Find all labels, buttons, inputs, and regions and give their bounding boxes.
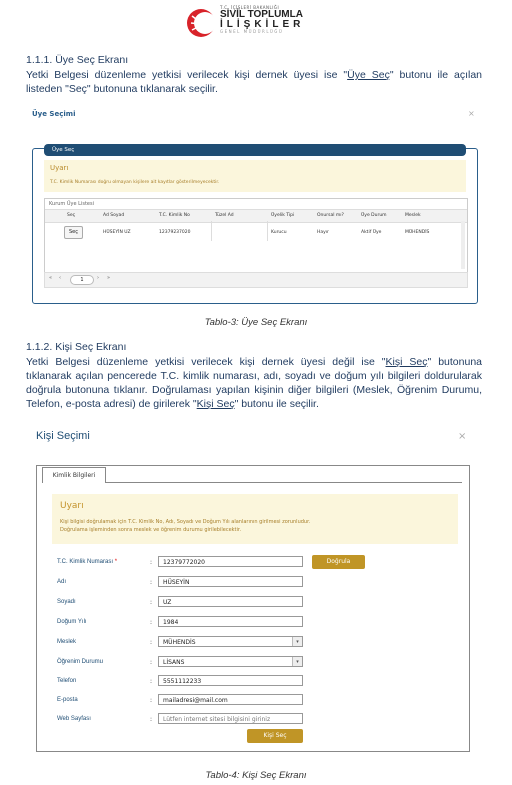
table-scrollbar[interactable] [461, 221, 465, 269]
text: doğrula butonuna tıklanır. Doğrulaması yapılan kişinin diğer bilgileri (Meslek, Öğrenim Durumu, [26, 384, 482, 396]
phone-input[interactable]: 5551112233 [158, 675, 303, 686]
section2-paragraph [26, 355, 482, 411]
dialog-title: Kişi Seçimi [36, 430, 90, 442]
warning-box [52, 494, 458, 544]
select-value: MÜHENDİS [163, 639, 196, 646]
name-input[interactable]: HÜSEYİN [158, 576, 303, 587]
cell-status: Aktif Üye [361, 230, 382, 235]
cell-honorary: Hayır [317, 230, 329, 235]
field-label: Soyadı [57, 599, 76, 605]
cell-tc: 12379237020 [159, 230, 191, 235]
cell-type: Kurucu [271, 230, 287, 235]
colon: : [150, 619, 153, 626]
verify-button[interactable]: Doğrula [312, 555, 365, 569]
close-icon[interactable]: × [468, 109, 475, 118]
select-member-button[interactable]: Seç [64, 226, 83, 239]
dialog-title: Üye Seçimi [32, 110, 76, 118]
kisi-sec-link-2[interactable]: Kişi Seç [196, 398, 235, 410]
text: " butonu ile açılan [389, 69, 482, 81]
field-label: Meslek [57, 639, 77, 645]
tc-kimlik-input[interactable]: 12379772020 [158, 556, 303, 567]
colon: : [150, 579, 153, 586]
label-text: T.C. Kimlik Numarası [57, 559, 114, 565]
field-label: Telefon [57, 678, 77, 684]
email-input[interactable]: mailadresi@mail.com [158, 694, 303, 705]
col-header: Onursal mı? [317, 213, 344, 218]
prev-page-icon[interactable]: ‹ [59, 275, 61, 281]
col-header: Üye Durum [361, 213, 387, 218]
warning-title: Uyarı [50, 164, 69, 172]
field-label: Doğum Yılı [57, 619, 87, 625]
field-label: E-posta [57, 697, 78, 703]
next-page-icon[interactable]: › [97, 275, 99, 281]
logo-line1: SİVİL TOPLUMLA [220, 9, 303, 20]
section1-paragraph [26, 68, 482, 96]
warning-line: Kişi bilgisi doğrulamak için T.C. Kimlik No, Adı, Soyadı ve Doğum Yılı alanlarının girilmesi zorunludur. [60, 519, 311, 525]
org-logo [186, 4, 326, 44]
logo-subtitle: GENEL MÜDÜRLÜĞÜ [220, 29, 284, 34]
warning-title: Uyarı [60, 501, 84, 511]
education-select[interactable] [158, 656, 303, 667]
uye-sec-link[interactable]: Üye Seç [347, 69, 390, 81]
field-label: Web Sayfası [57, 716, 91, 722]
colon: : [150, 716, 153, 723]
logo-line2: İLİŞKİLER [220, 19, 305, 30]
logo-emblem-icon [186, 6, 216, 40]
chevron-down-icon[interactable]: ▾ [292, 657, 302, 666]
col-header: Ad Soyad [103, 213, 125, 218]
text: tıklanarak açılan pencerede T.C. kimlik numarası, adı, soyadı ve doğum yılı bilgileri doldurularak [26, 370, 482, 382]
text: Telefon, e-posta adresi) de girilerek " [26, 398, 197, 410]
surname-input[interactable]: UZ [158, 596, 303, 607]
colon: : [150, 678, 153, 685]
colon: : [150, 639, 153, 646]
text: " butonuna [427, 356, 482, 368]
required-mark: * [114, 559, 118, 565]
caption-table4: Tablo-4: Kişi Seç Ekranı [205, 770, 307, 781]
table-header [45, 209, 467, 223]
warning-line: Doğrulama işleminden sonra meslek ve öğrenim durumu girilebilecektir. [60, 527, 242, 533]
field-label: Adı [57, 579, 67, 585]
website-input[interactable]: Lütfen internet sitesi bilgisini giriniz [158, 713, 303, 724]
warning-box [44, 160, 466, 192]
table-caption: Kurum Üye Listesi [49, 201, 94, 207]
warning-text [60, 518, 310, 534]
field-label [57, 559, 117, 565]
colon: : [150, 697, 153, 704]
chevron-down-icon[interactable]: ▾ [292, 637, 302, 646]
column-divider [211, 221, 212, 241]
col-header: Seç [67, 213, 76, 218]
col-header: T.C. Kimlik No [159, 213, 190, 218]
birth-year-input[interactable]: 1984 [158, 616, 303, 627]
close-icon[interactable]: × [458, 431, 467, 442]
text: " butonu ile seçilir. [234, 398, 319, 410]
member-table [44, 198, 468, 274]
first-page-icon[interactable]: « [49, 275, 53, 281]
colon: : [150, 659, 153, 666]
section-heading-kisi-sec: 1.1.2. Kişi Seç Ekranı [26, 341, 127, 353]
page-number[interactable]: 1 [70, 275, 94, 285]
field-label: Öğrenim Durumu [57, 659, 104, 665]
text: listeden "Seç" butonuna tıklanarak seçilir. [26, 83, 218, 95]
logo-ministry: T.C. İÇİŞLERİ BAKANLIĞI [220, 5, 280, 10]
colon: : [150, 559, 153, 566]
panel-title: Üye Seç [44, 144, 466, 156]
kisi-sec-link[interactable]: Kişi Seç [385, 356, 428, 368]
caption-table3: Tablo-3: Üye Seç Ekranı [204, 317, 308, 328]
profession-select[interactable] [158, 636, 303, 647]
col-header: Tüzel Ad [215, 213, 234, 218]
cell-name: HÜSEYİN UZ [103, 230, 131, 235]
select-value: LİSANS [163, 659, 185, 666]
col-header: Meslek [405, 213, 421, 218]
tab-kimlik-bilgileri[interactable]: Kimlik Bilgileri [42, 467, 106, 483]
kisi-sec-button[interactable]: Kişi Seç [247, 729, 303, 743]
last-page-icon[interactable]: » [107, 275, 111, 281]
text: Yetki Belgesi düzenleme yetkisi verilecek kişi dernek üyesi değil ise " [26, 356, 386, 368]
cell-job: MÜHENDİS [405, 230, 430, 235]
col-header: Üyelik Tipi [271, 213, 295, 218]
text: Yetki Belgesi düzenleme yetkisi verilecek kişi dernek üyesi ise " [26, 69, 348, 81]
section-heading-uye-sec: 1.1.1. Üye Seç Ekranı [26, 54, 129, 66]
warning-text: T.C. Kimlik Numarası doğru olmayan kişilere ait kayıtlar gösterilmeyecektir. [50, 180, 220, 185]
colon: : [150, 599, 153, 606]
pagination [44, 272, 468, 288]
column-divider [267, 221, 268, 241]
